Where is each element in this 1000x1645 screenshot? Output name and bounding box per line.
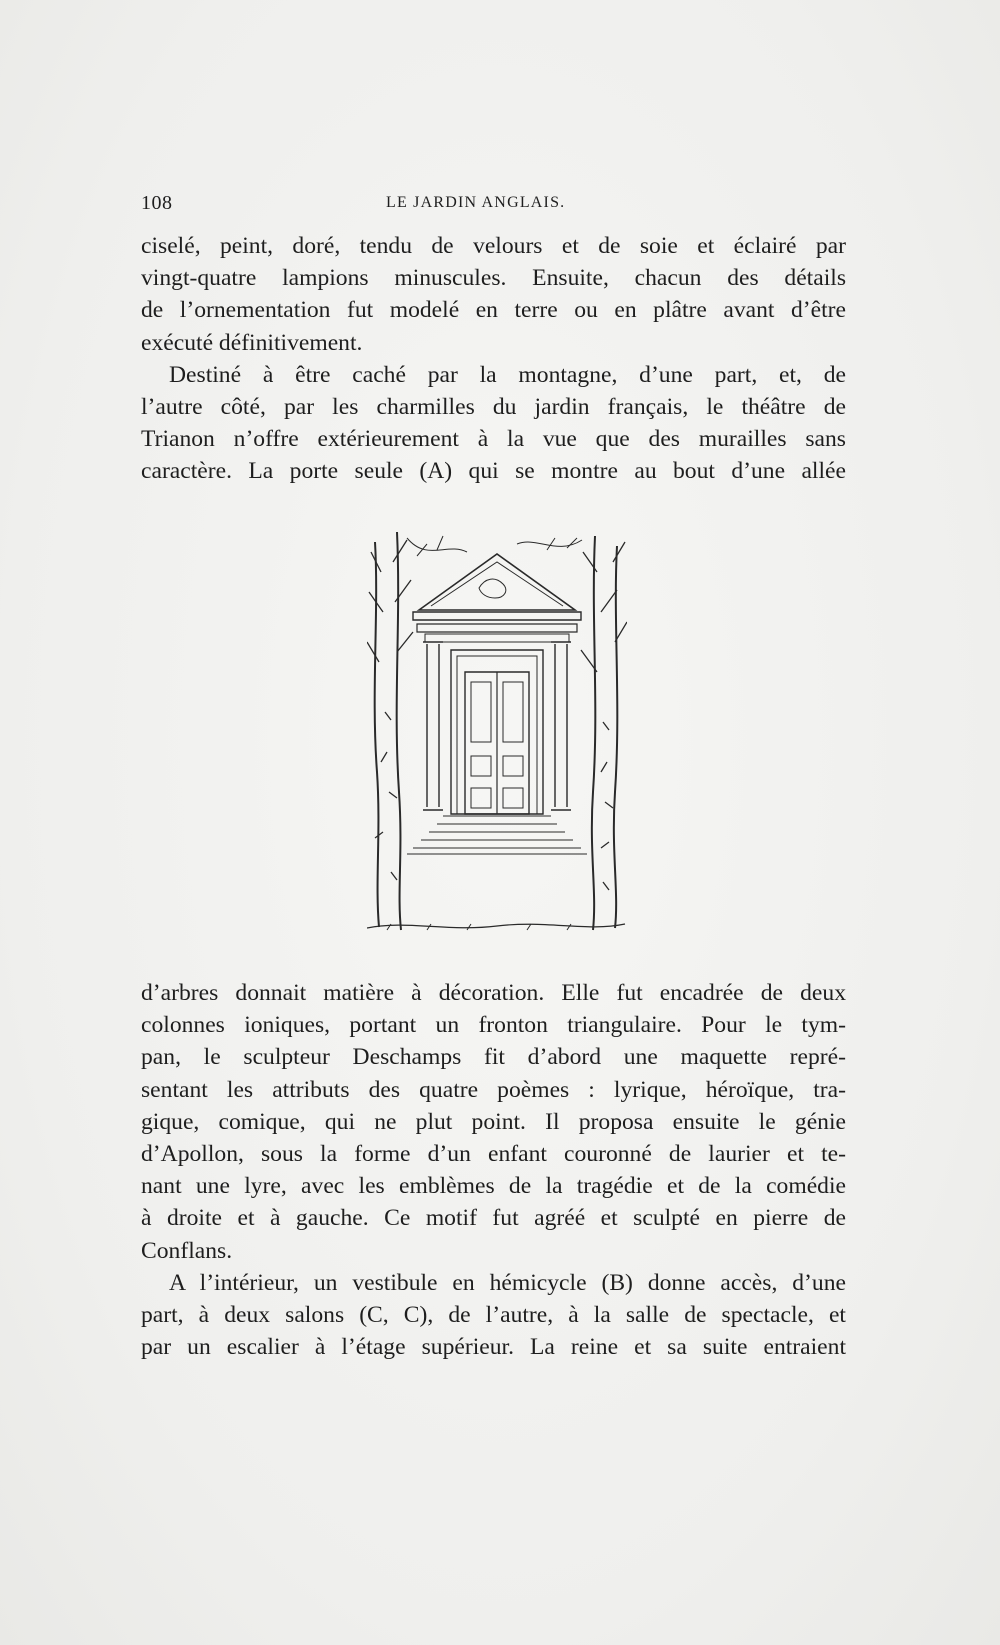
text-line: exécuté définitivement.: [141, 329, 363, 356]
text-line: sentant les attributs des quatre poèmes : lyrique, héroïque, tra-: [141, 1076, 846, 1103]
text-line: Conflans.: [141, 1237, 233, 1264]
text-line: gique, comique, qui ne plut point. Il proposa ensuite le génie: [141, 1108, 846, 1135]
text-line: de l’ornementation fut modelé en terre ou en plâtre avant d’être: [141, 297, 846, 324]
paragraph-block-bottom: [141, 977, 846, 1363]
text-line: nant une lyre, avec les emblèmes de la tragédie et de la comédie: [141, 1173, 846, 1200]
door-engraving: [367, 532, 627, 937]
text-line: à droite et à gauche. Ce motif fut agréé et sculpté en pierre de: [141, 1205, 846, 1232]
running-title: LE JARDIN ANGLAIS.: [386, 194, 566, 211]
text-line: caractère. La porte seule (A) qui se montre au bout d’une allée: [141, 458, 846, 485]
text-line: A l’intérieur, un vestibule en hémicycle (B) donne accès, d’une: [169, 1269, 846, 1296]
page-number: 108: [141, 192, 173, 214]
paragraph-block-top: [141, 230, 846, 488]
text-line: l’autre côté, par les charmilles du jardin français, le théâtre de: [141, 394, 846, 421]
text-line: par un escalier à l’étage supérieur. La reine et sa suite entraient: [141, 1334, 846, 1361]
text-line: vingt-quatre lampions minuscules. Ensuite, chacun des détails: [141, 265, 846, 292]
text-line: colonnes ioniques, portant un fronton triangulaire. Pour le tym-: [141, 1012, 846, 1039]
text-line: d’Apollon, sous la forme d’un enfant couronné de laurier et te-: [141, 1141, 846, 1168]
text-line: ciselé, peint, doré, tendu de velours et de soie et éclairé par: [141, 233, 846, 259]
text-line: Destiné à être caché par la montagne, d’une part, et, de: [169, 361, 846, 388]
text-line: pan, le sculpteur Deschamps fit d’abord une maquette repré-: [141, 1044, 846, 1071]
text-line: Trianon n’offre extérieurement à la vue que des murailles sans: [141, 426, 846, 453]
text-line: part, à deux salons (C, C), de l’autre, à la salle de spectacle, et: [141, 1302, 846, 1329]
text-line: d’arbres donnait matière à décoration. Elle fut encadrée de deux: [141, 980, 846, 1006]
theatre-door-illustration: [367, 532, 627, 937]
running-head: [141, 192, 846, 218]
